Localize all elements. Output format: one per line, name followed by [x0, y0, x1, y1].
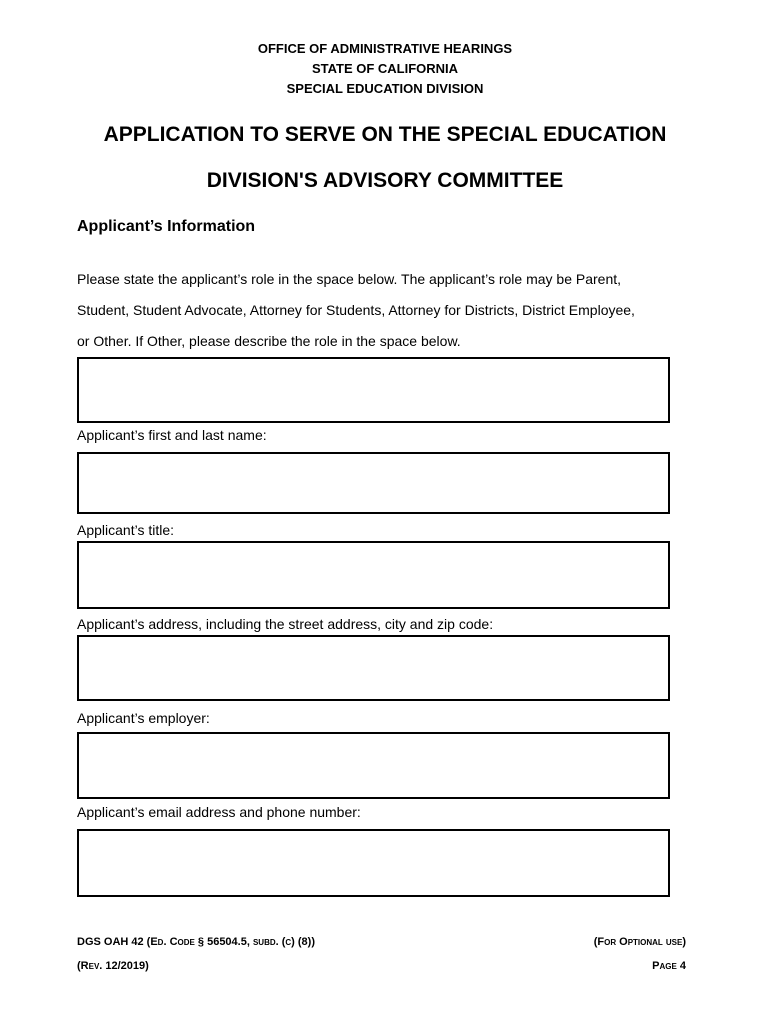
form-title — [0, 112, 770, 204]
instructions-line1: Please state the applicant’s role in the space below. The applicant’s role may be Parent, — [77, 271, 622, 287]
employer-label: Applicant’s employer: — [77, 710, 210, 726]
name-label: Applicant’s first and last name: — [77, 427, 267, 443]
optional-use-note: (For Optional use) — [593, 936, 686, 948]
agency-header — [0, 39, 770, 99]
title-label: Applicant’s title: — [77, 522, 175, 538]
role-field[interactable] — [77, 357, 670, 423]
footer-form-info — [77, 930, 315, 978]
address-field[interactable] — [77, 635, 670, 701]
employer-field[interactable] — [77, 732, 670, 799]
page-number: Page 4 — [652, 960, 686, 972]
footer-page-info — [594, 930, 686, 978]
address-label: Applicant’s address, including the street address, city and zip code: — [77, 616, 494, 632]
form-title-line1: APPLICATION TO SERVE ON THE SPECIAL EDUCATION — [103, 123, 667, 146]
header-line-division: SPECIAL EDUCATION DIVISION — [286, 81, 484, 96]
instructions-line2: Student, Student Advocate, Attorney for Students, Attorney for Districts, District Employee, — [77, 302, 635, 318]
section-heading: Applicant’s Information — [77, 218, 256, 235]
revision-date: (Rev. 12/2019) — [77, 960, 149, 972]
contact-field[interactable] — [77, 829, 670, 897]
name-field[interactable] — [77, 452, 670, 514]
title-field[interactable] — [77, 541, 670, 609]
form-id: DGS OAH 42 (Ed. Code § 56504.5, subd. (c) (8)) — [77, 936, 316, 948]
role-instructions — [77, 264, 697, 357]
form-title-line2: DIVISION'S ADVISORY COMMITTEE — [206, 169, 564, 192]
header-line-state: STATE OF CALIFORNIA — [311, 61, 459, 76]
header-line-office: OFFICE OF ADMINISTRATIVE HEARINGS — [257, 41, 513, 56]
instructions-line3: or Other. If Other, please describe the role in the space below. — [77, 333, 461, 349]
contact-label: Applicant’s email address and phone number: — [77, 804, 361, 820]
